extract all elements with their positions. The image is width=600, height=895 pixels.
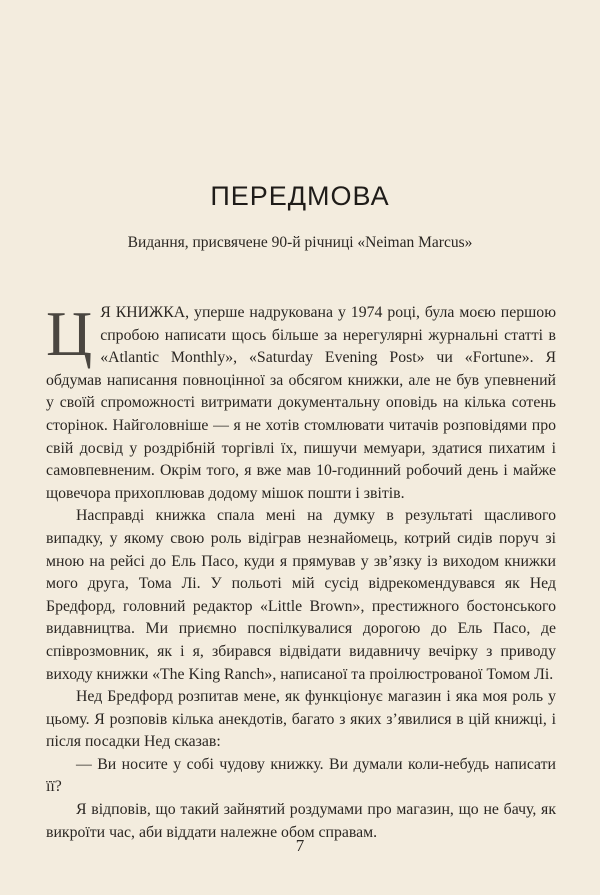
body-text [46, 298, 556, 844]
paragraph-2: Насправді книжка спала мені на думку в результаті щасливого випадку, у якому свою роль відіграв незнайомець, котрий сидів поруч зі мною на рейсі до Ель Пасо, куди я прямував у зв’язку із виходом книжки мого друга, Тома Лі. У польоті мій сусід відрекомендувався як Нед Бредфорд, головний редактор «Little Brown», престижного бостонського видавництва. Ми приємно поспілкувалися дорогою до Ель Пасо, де співрозмовник, як і я, збирався відвідати видавничу вечірку з приводу виходу книжки «The King Ranch», написаної та проілюстрованої Томом Лі. [46, 507, 556, 683]
paragraph-1 [46, 298, 556, 505]
paragraph-3: Нед Бредфорд розпитав мене, як функціонує магазин і яка моя роль у цьому. Я розповів кілька анекдотів, багато з яких з’явилися в цій книжці, і після посадки Нед сказав: [46, 688, 556, 751]
page-number: 7 [295, 836, 305, 855]
paragraph-4: — Ви носите у собі чудову книжку. Ви думали коли-небудь написати її? [46, 755, 556, 796]
paragraph-5: Я відповів, що такий зайнятий роздумами про магазин, що не бачу, як викроїти час, аби віддати належне обом справам. [46, 801, 556, 841]
drop-cap: Ц [46, 298, 93, 369]
chapter-title: ПЕРЕДМОВА [210, 181, 390, 211]
chapter-subtitle: Видання, присвячене 90-й річниці «Neiman Marcus» [127, 234, 473, 251]
paragraph-1-text: Я КНИЖКА, уперше надрукована у 1974 році, була моєю першою спробою написати щось більше за нерегулярні журнальні статті в «Atlantic Monthly», «Saturday Evening Post» чи «Fortune». Я обдумав написання повноцінної за обсягом книжки, але не був упевнений у своїй спроможності витримати документальну оповідь на кілька сотень сторінок. Найголовніше — я не хотів стомлювати читачів розповідями про свій досвід у роздрібній торгівлі їх, пишучи мемуари, здатися пихатим і самовпевненим. Окрім того, я вже мав 10-годинний робочий день і майже щовечора прихоплював додому мішок пошти і звітів. [46, 304, 556, 502]
